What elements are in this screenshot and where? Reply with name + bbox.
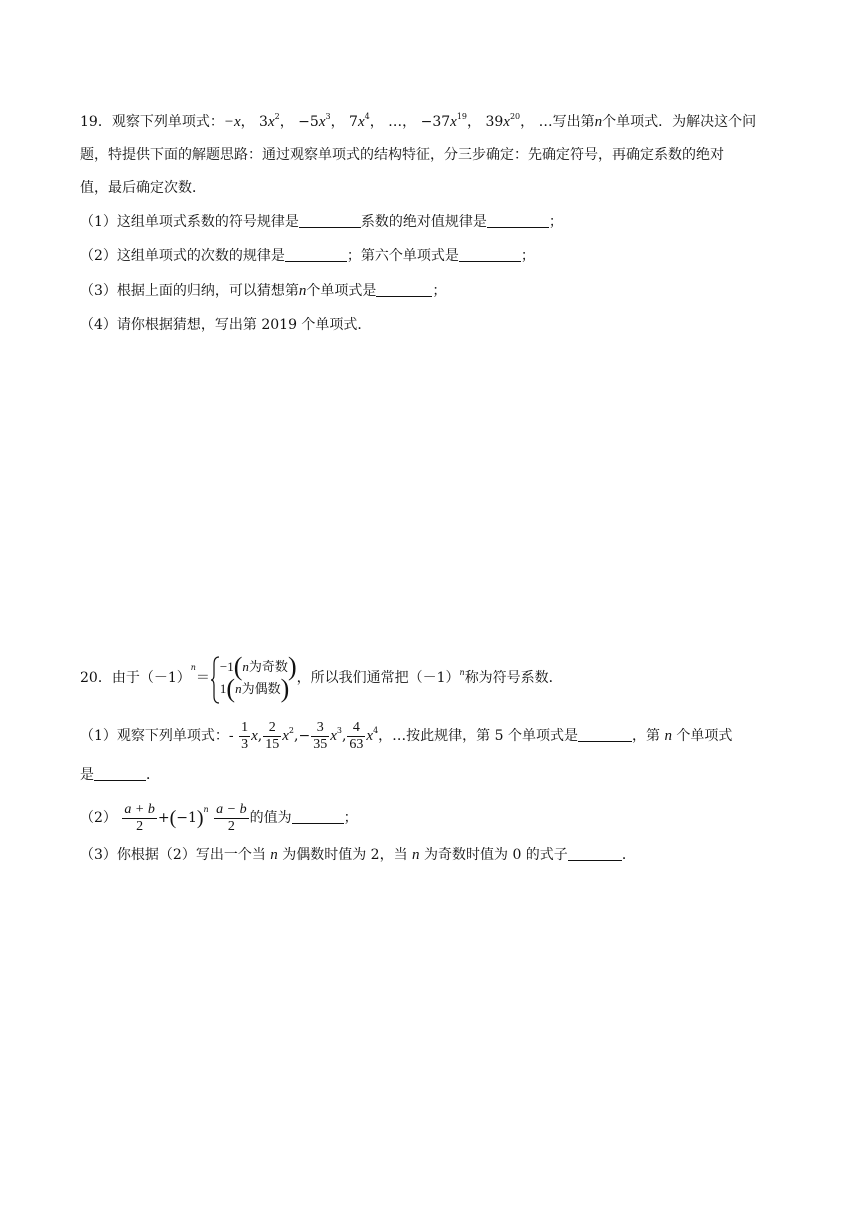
q20-part2: （2） $\frac{a + b}{2}$ $+(-1)^n$ $\frac{a - b}{2}$ 的值为 ； (80, 801, 358, 834)
q20-number: 20． (80, 670, 112, 686)
q20-intro-a: 由于（－1） (111, 670, 191, 686)
left-brace-icon (210, 656, 220, 704)
var-n: n (664, 728, 672, 744)
punct: ． (146, 767, 160, 783)
q19-part1-text-b: 系数的绝对值规律是 (360, 214, 487, 230)
q20-intro-c: 称为符号系数． (464, 670, 563, 686)
answer-blank[interactable] (459, 247, 521, 262)
q19-number: 19． (80, 114, 112, 130)
q20-part1-line2-text: 是 (80, 767, 94, 783)
case-even: 1(n为偶数) (219, 674, 290, 703)
var-n: n (594, 114, 603, 130)
answer-blank[interactable] (285, 247, 347, 262)
q19-part1 (80, 212, 563, 232)
q20-part2-text-b: 的值为 (249, 810, 292, 826)
q20-part3-text-b: 为偶数时值为 2，当 (282, 847, 408, 863)
fraction: $\frac{1}{3}$ (241, 719, 249, 752)
q19-terms: −x， $3x^2$， $-5x^3$， $7x^4$， …， $-37x^{19}$， $39x^{20}$， … (223, 112, 553, 130)
var-n: n (412, 847, 420, 863)
fraction: $\frac{2}{15}$ (265, 719, 280, 752)
case-odd: −1(n为奇数) (219, 652, 297, 681)
q19-part2-text-a: （2）这组单项式的次数的规律是 (80, 248, 285, 264)
q20-intro-b: ，所以我们通常把（－1） (296, 670, 460, 686)
fraction: $\frac{4}{63}$ (349, 719, 364, 752)
fraction: $\frac{3}{35}$ (313, 719, 328, 752)
q20-part3-text-c: 为奇数时值为 0 的式子 (424, 847, 568, 863)
q20-part1-text-b: ，…按此规律，第 5 个单项式是 (378, 728, 578, 744)
fraction: $\frac{a + b}{2}$ (124, 801, 155, 834)
q20-line1 (80, 650, 563, 706)
q19-part2 (80, 246, 535, 266)
q19-part3-text-a: （3）根据上面的归纳，可以猜想第 (80, 283, 299, 299)
q20-part2-text-a: （2） (80, 810, 117, 826)
q19-line2: 题，特提供下面的解题思路：通过观察单项式的结构特征，分三步确定：先确定符号，再确定系数的绝对 (80, 147, 724, 163)
piecewise-cases (210, 652, 297, 703)
q19-intro: 观察下列单项式： (111, 114, 224, 130)
punct: ． (621, 847, 636, 863)
case-value: 1 (219, 681, 227, 696)
case-value: −1 (219, 659, 234, 674)
q20-part1-line2 (80, 765, 160, 785)
punct: ； (343, 810, 358, 826)
punct: ； (520, 248, 535, 264)
exponent-n: n (459, 668, 465, 677)
var-n: n (298, 283, 307, 299)
monomial-sequence: - $\frac{1}{3}$ x, $\frac{2}{15}$ $x^2,-$ $\frac{3}{35}$ $x^3$, $\frac{4}{63}$ $x^4$ (228, 719, 379, 752)
equals-sign: ＝ (195, 670, 210, 686)
exponent-n: n (190, 663, 196, 672)
q19-part3-text-b: 个单项式是 (306, 283, 377, 299)
q19-part4: （4）请你根据猜想，写出第 2019 个单项式． (80, 317, 372, 333)
q19-line1 (80, 112, 756, 132)
answer-blank[interactable] (487, 213, 549, 228)
q20-part3 (80, 845, 636, 865)
q19-intro-b: 写出第 (552, 114, 595, 130)
answer-blank[interactable] (376, 282, 432, 297)
answer-blank[interactable] (94, 766, 146, 781)
q20-part1-text-a: （1）观察下列单项式： (80, 728, 229, 744)
answer-blank[interactable] (292, 809, 344, 824)
punct: ； (548, 214, 563, 230)
punct: ； (432, 283, 447, 299)
answer-blank[interactable] (578, 727, 632, 742)
q19-part1-text-a: （1）这组单项式系数的符号规律是 (80, 214, 299, 230)
answer-blank[interactable] (299, 213, 361, 228)
q20-part1-text-c: ，第 (631, 728, 660, 744)
q20-part1 (80, 716, 732, 756)
q19-part3 (80, 281, 446, 301)
q20-part1-text-d: 个单项式 (676, 728, 733, 744)
q19-part2-text-b: ；第六个单项式是 (346, 248, 459, 264)
q19-line3: 值，最后确定次数． (80, 180, 206, 196)
var-n: n (270, 847, 278, 863)
q20-part3-text-a: （3）你根据（2）写出一个当 (80, 847, 266, 863)
answer-blank[interactable] (568, 846, 622, 861)
q19-intro-c: 个单项式．为解决这个问 (602, 114, 757, 130)
fraction: $\frac{a - b}{2}$ (216, 801, 247, 834)
sign-value: −1 (176, 810, 197, 826)
